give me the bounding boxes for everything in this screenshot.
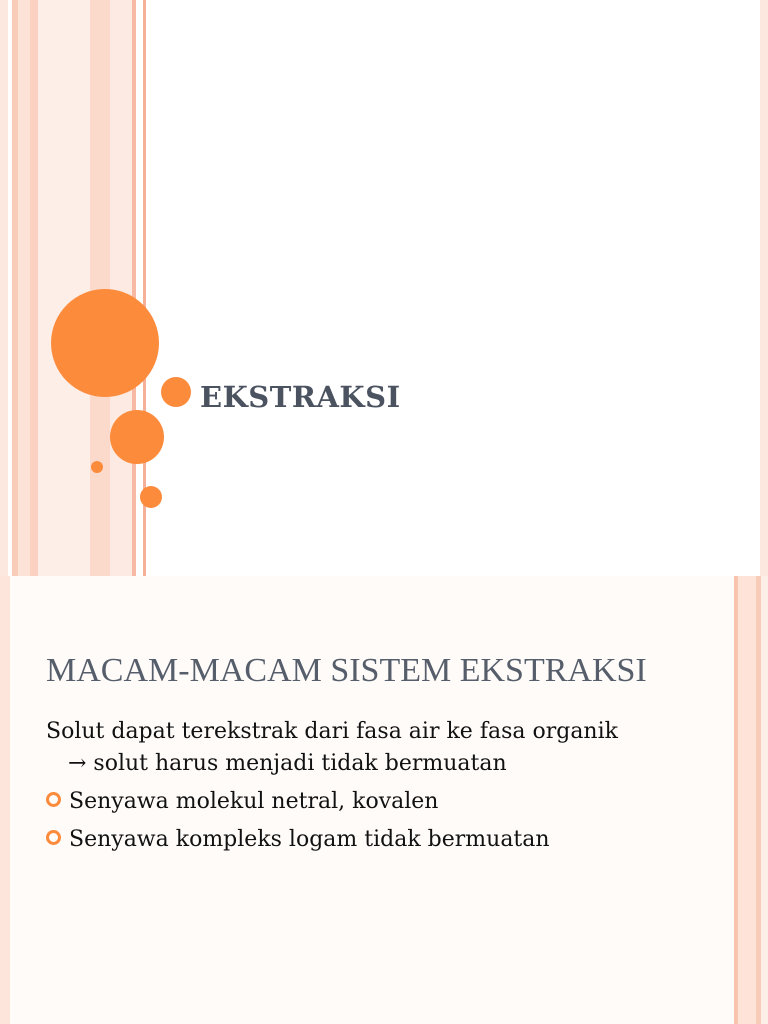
decor-stripe (0, 0, 8, 576)
decor-stripe (18, 0, 30, 576)
decor-circle-medium (110, 410, 164, 464)
slide-heading: MACAM-MACAM SISTEM EKSTRAKSI (46, 652, 647, 689)
decor-circle-small (161, 377, 191, 407)
ring-bullet-icon (46, 792, 61, 807)
content-slide (0, 576, 768, 1024)
ring-bullet-icon (46, 830, 61, 845)
bullet-text: Senyawa molekul netral, kovalen (69, 789, 439, 814)
list-item (46, 786, 550, 818)
decor-dot (91, 461, 103, 473)
decor-stripe (738, 576, 756, 1024)
intro-line: Solut dapat terekstrak dari fasa air ke fasa organik (46, 719, 618, 744)
intro-line: → solut harus menjadi tidak bermuatan (68, 751, 507, 776)
decor-circle-large (51, 289, 159, 397)
list-item (46, 824, 550, 856)
decor-stripe (30, 0, 38, 576)
decor-stripe (38, 0, 90, 576)
decor-stripe (110, 0, 132, 576)
decor-dot (140, 486, 162, 508)
decor-stripe (760, 0, 768, 576)
intro-text (46, 716, 706, 780)
bullet-list (46, 786, 550, 862)
bullet-text: Senyawa kompleks logam tidak bermuatan (69, 827, 550, 852)
decor-stripe (761, 576, 768, 1024)
decor-stripe (132, 0, 136, 576)
slide-title: EKSTRAKSI (200, 380, 401, 414)
decor-stripe (90, 0, 110, 576)
decor-stripe (0, 576, 10, 1024)
